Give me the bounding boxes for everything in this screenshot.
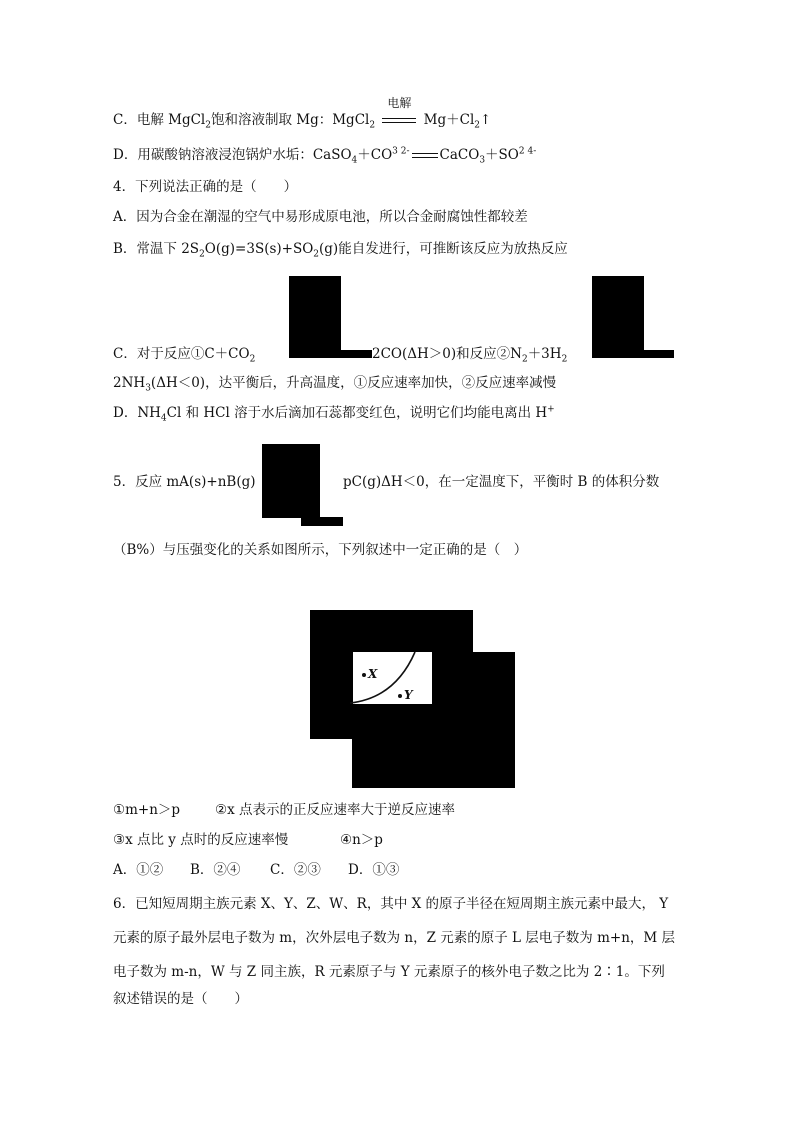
subscript: 2: [561, 354, 568, 365]
subscript: 2: [313, 249, 320, 260]
text: ＋3H: [527, 346, 562, 362]
text: CaCO: [439, 147, 480, 163]
subscript: 4: [160, 413, 167, 424]
redacted-figure: [352, 739, 515, 788]
q3-option-d: [113, 146, 536, 164]
subscript: 2: [205, 120, 211, 131]
q4-option-b: [113, 240, 568, 258]
q6-line-4: 叙述错误的是（ ）: [113, 991, 248, 1007]
q6-line-2: 元素的原子最外层电子数为 m，次外层电子数为 n，Z 元素的原子 L 层电子数为 m+n，M 层: [113, 930, 676, 946]
q5-option-b: B．②④: [190, 862, 241, 878]
q5-statement-4: ④n＞p: [340, 832, 383, 848]
superscript: 3 2-: [392, 146, 410, 157]
redacted-figure: [310, 704, 473, 739]
b-percent-curve: [340, 650, 440, 706]
q5-option-d: D．①③: [348, 862, 400, 878]
q5-stem-cont: [343, 473, 659, 491]
q4-option-c: [113, 345, 255, 363]
q5-statement-1: ①m+n＞p: [113, 802, 181, 818]
text: Cl 和 HCl 溶于水后滴加石蕊都变红色，说明它们均能电离出 H: [166, 405, 548, 421]
text: ＋SO: [485, 147, 519, 163]
text: (g)能自发进行，可推断该反应为放热反应: [319, 241, 568, 257]
point-x-label: X: [368, 667, 378, 681]
text: B．常温下 2S: [113, 241, 200, 257]
q4-stem: 4．下列说法正确的是（ ）: [113, 179, 298, 195]
q6-line-3: 电子数为 m-n，W 与 Z 同主族，R 元素原子与 Y 元素原子的核外电子数之比为 2∶1。下列: [113, 964, 665, 980]
redacted-image: [289, 276, 341, 358]
redacted-image: [301, 517, 343, 526]
q4-option-c-cont: [372, 345, 567, 363]
text: 饱和溶液制取 Mg：MgCl: [210, 112, 370, 128]
point-x-dot: [362, 673, 366, 677]
subscript: 2: [474, 120, 481, 131]
subscript: 4: [351, 155, 358, 166]
q4-option-d: [113, 404, 555, 422]
q6-line-1: 6．已知短周期主族元素 X、Y、Z、W、R，其中 X 的原子半径在短周期主族元素中最大， Y: [113, 896, 669, 912]
point-y-label: Y: [404, 688, 413, 702]
text: ＋CO: [357, 147, 393, 163]
text: D．NH: [113, 405, 161, 421]
q5-option-c: C．②③: [270, 862, 321, 878]
condition-label: 电解: [387, 96, 412, 110]
subscript: 3: [145, 383, 151, 394]
text: 2NH: [113, 375, 146, 391]
text: D．用碳酸钠溶液浸泡锅炉水垢：CaSO: [113, 147, 352, 163]
text: C．对于反应①C＋CO: [113, 346, 250, 362]
q5-statement-3: ③x 点比 y 点时的反应速率慢: [113, 832, 289, 848]
subscript: 2: [249, 354, 256, 365]
pressure-graph: [310, 610, 515, 788]
q5-stem-line2: （B%）与压强变化的关系如图所示，下列叙述中一定正确的是（ ）: [113, 542, 528, 558]
redacted-image: [632, 350, 674, 358]
text: Mg＋Cl: [423, 112, 475, 128]
text: 5．反应 mA(s)+nB(g): [113, 474, 256, 490]
q5-statement-2: ②x 点表示的正反应速率大于逆反应速率: [215, 802, 456, 818]
subscript: 2: [199, 249, 205, 260]
electrolysis-equals-sign: [382, 96, 416, 129]
q4-option-a: A．因为合金在潮湿的空气中易形成原电池，所以合金耐腐蚀性都较差: [113, 209, 528, 225]
redacted-image: [262, 444, 320, 518]
q5-option-a: A．①②: [113, 862, 164, 878]
subscript: 2: [369, 120, 376, 131]
subscript: 3: [479, 155, 486, 166]
redacted-image: [329, 350, 372, 358]
text: C．电解 MgCl: [113, 112, 206, 128]
text: 2CO(ΔH＞0)和反应②N: [372, 346, 522, 362]
redacted-figure: [310, 610, 473, 652]
q4-option-c-line2: [113, 374, 556, 392]
text: (ΔH＜0)，达平衡后，升高温度，①反应速率加快，②反应速率减慢: [150, 375, 557, 391]
redacted-image: [592, 276, 644, 358]
subscript: 2: [521, 354, 528, 365]
text: O(g)=3S(s)+SO: [204, 241, 314, 257]
text: pC(g)ΔH＜0，在一定温度下，平衡时 B 的体积分数: [343, 474, 660, 490]
q3-option-c: [113, 96, 492, 131]
equals-sign: [412, 153, 438, 158]
gas-arrow: ↑: [480, 112, 492, 128]
superscript: +: [547, 404, 555, 415]
superscript: 2 4-: [518, 146, 537, 157]
point-y-dot: [398, 694, 402, 698]
q5-stem: [113, 473, 256, 491]
